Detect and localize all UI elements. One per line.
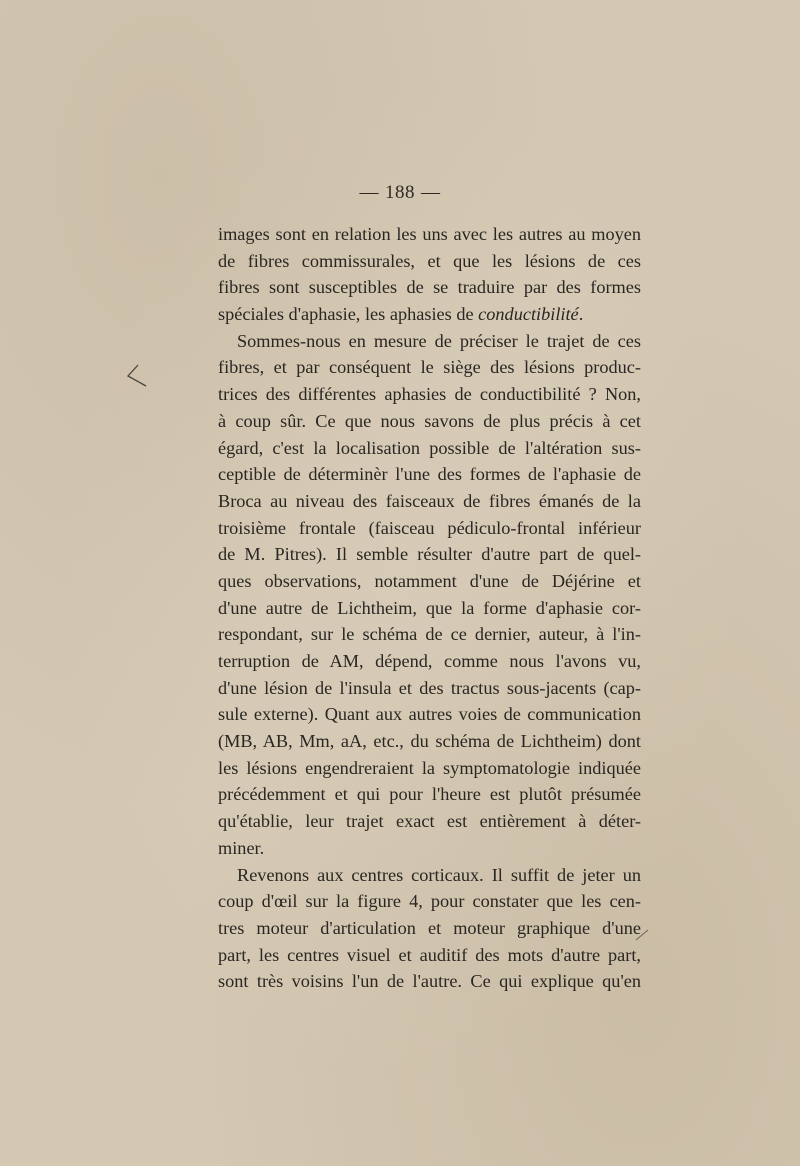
text-line: égard, c'est la localisation possible de l'altération sus- [218,437,641,458]
text-line [218,301,641,328]
text-line: part, les centres visuel et auditif des mots d'autre part, [218,944,641,965]
margin-pencil-mark [124,361,172,387]
text-line: ques observations, notamment d'une de Déjérine et [218,570,641,591]
text-line: les lésions engendreraient la symptomatologie indiquée [218,757,641,778]
text-line: fibres sont susceptibles de se traduire par des formes [218,277,641,298]
paragraph-first-line: Sommes-nous en mesure de préciser le trajet de ces [237,330,641,351]
text-line: à coup sûr. Ce que nous savons de plus précis à cet [218,410,641,431]
text-line: tres moteur d'articulation et moteur graphique d'une [218,917,641,938]
text-line: de fibres commissurales, et que les lésions de ces [218,250,641,271]
italic-term: conductibilité [478,304,579,325]
page-number-value: 188 [385,182,415,203]
text-line: de M. Pitres). Il semble résulter d'autre part de quel- [218,544,641,565]
text-line: fibres, et par conséquent le siège des lésions produc- [218,357,641,378]
text-line: ceptible de déterminèr l'une des formes de l'aphasie de [218,464,641,485]
page-number [0,182,800,204]
page-number-dash-left: — [359,182,379,203]
text-line: sule externe). Quant aux autres voies de communication [218,704,641,725]
text-line: précédemment et qui pour l'heure est plutôt présumée [218,784,641,805]
text-line: images sont en relation les uns avec les autres au moyen [218,224,641,244]
text-line-prefix: spéciales d'aphasie, les aphasies de [218,304,479,325]
text-line: troisième frontale (faisceau pédiculo-frontal inférieur [218,517,641,538]
text-line: (MB, AB, Mm, aA, etc., du schéma de Lichtheim) dont [218,731,641,752]
body-text [218,221,641,995]
text-line: trices des différentes aphasies de conductibilité ? Non, [218,384,641,405]
text-line: respondant, sur le schéma de ce dernier, auteur, à l'in- [218,624,641,645]
paragraph-first-line: Revenons aux centres corticaux. Il suffit de jeter un [237,864,641,885]
corner-pencil-mark [634,926,654,942]
text-line: d'une lésion de l'insula et des tractus sous-jacents (cap- [218,677,641,698]
text-line: sont très voisins l'un de l'autre. Ce qui explique qu'en [218,971,641,992]
text-line: d'une autre de Lichtheim, que la forme d'aphasie cor- [218,597,641,618]
text-line: qu'établie, leur trajet exact est entièrement à déter- [218,811,641,832]
text-line: coup d'œil sur la figure 4, pour constater que les cen- [218,891,641,912]
text-line: Broca au niveau des faisceaux de fibres émanés de la [218,490,641,511]
page-number-dash-right: — [421,182,441,203]
text-line: terruption de AM, dépend, comme nous l'avons vu, [218,651,641,671]
italic-term-suffix: . [578,304,584,325]
text-line: miner. [218,837,265,858]
